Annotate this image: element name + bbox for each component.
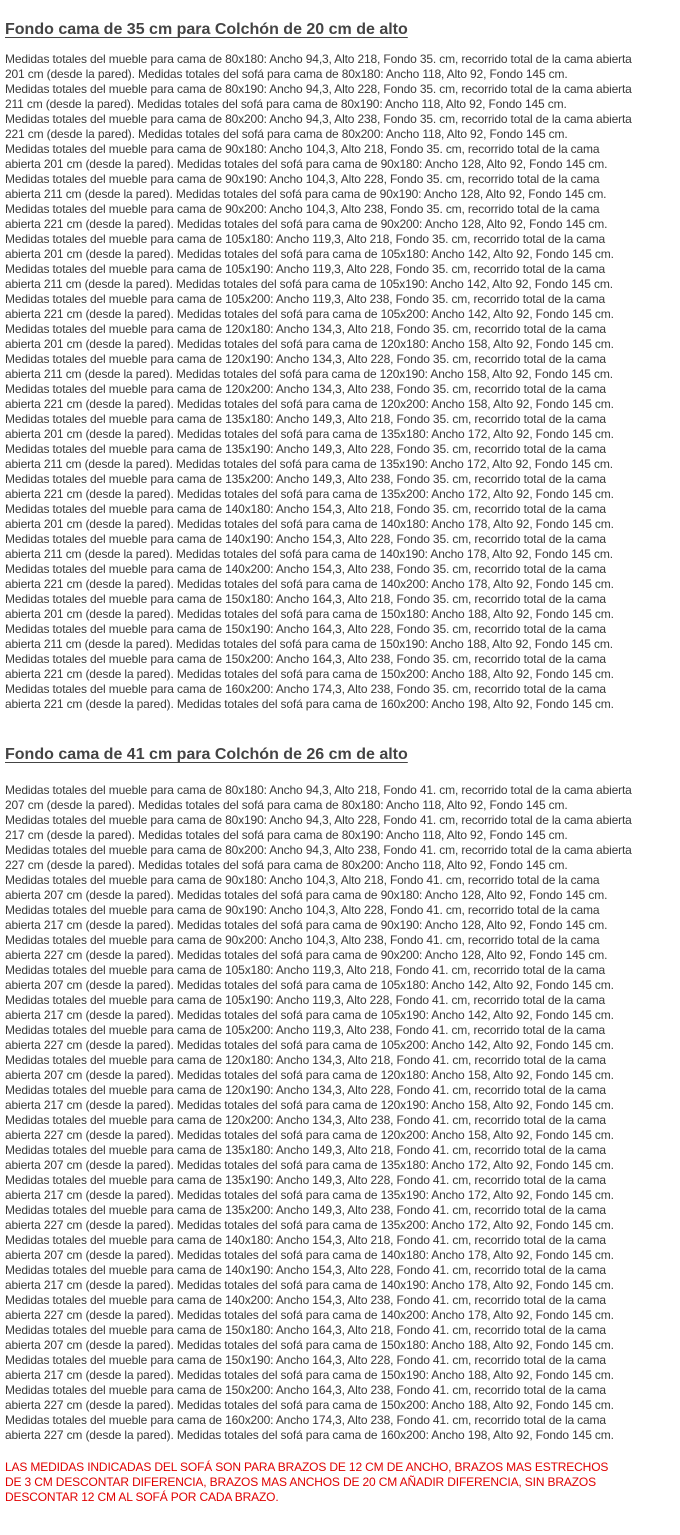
section-title-35cm: Fondo cama de 35 cm para Colchón de 20 cm de alto: [5, 21, 408, 38]
text-line: Medidas totales del mueble para cama de 105x200: Ancho 119,3, Alto 238, Fondo 35. cm, recorrido total de la cama: [5, 292, 606, 306]
text-line: abierta 217 cm (desde la pared). Medidas totales del sofá para cama de 90x190: Ancho 128, Alto 92, Fondo 145 cm.: [5, 918, 608, 932]
text-line: abierta 207 cm (desde la pared). Medidas totales del sofá para cama de 90x180: Ancho 128, Alto 92, Fondo 145 cm.: [5, 888, 608, 902]
text-line: abierta 227 cm (desde la pared). Medidas totales del sofá para cama de 120x200: Ancho 158, Alto 92, Fondo 145 cm.: [5, 1128, 614, 1142]
text-line: Medidas totales del mueble para cama de 160x200: Ancho 174,3, Alto 238, Fondo 35. cm, recorrido total de la cama: [5, 682, 606, 696]
text-line: Medidas totales del mueble para cama de 120x200: Ancho 134,3, Alto 238, Fondo 35. cm, recorrido total de la cama: [5, 382, 606, 396]
text-line: 207 cm (desde la pared). Medidas totales del sofá para cama de 80x180: Ancho 118, Alto 92, Fondo 145 cm.: [5, 798, 568, 812]
text-line: Medidas totales del mueble para cama de 105x180: Ancho 119,3, Alto 218, Fondo 41. cm, recorrido total de la cama: [5, 963, 606, 977]
dimensions-text-35cm: [5, 52, 680, 712]
text-line: abierta 227 cm (desde la pared). Medidas totales del sofá para cama de 140x200: Ancho 178, Alto 92, Fondo 145 cm.: [5, 1308, 614, 1322]
text-line: abierta 227 cm (desde la pared). Medidas totales del sofá para cama de 135x200: Ancho 172, Alto 92, Fondo 145 cm.: [5, 1218, 614, 1232]
text-line: abierta 201 cm (desde la pared). Medidas totales del sofá para cama de 105x180: Ancho 142, Alto 92, Fondo 145 cm.: [5, 247, 614, 261]
text-line: abierta 217 cm (desde la pared). Medidas totales del sofá para cama de 135x190: Ancho 172, Alto 92, Fondo 145 cm.: [5, 1188, 614, 1202]
text-line: Medidas totales del mueble para cama de 140x190: Ancho 154,3, Alto 228, Fondo 35. cm, recorrido total de la cama: [5, 532, 606, 546]
text-line: 227 cm (desde la pared). Medidas totales del sofá para cama de 80x200: Ancho 118, Alto 92, Fondo 145 cm.: [5, 858, 568, 872]
text-line: Medidas totales del mueble para cama de 80x190: Ancho 94,3, Alto 228, Fondo 41. cm, recorrido total de la cama abierta: [5, 813, 632, 827]
text-line: abierta 211 cm (desde la pared). Medidas totales del sofá para cama de 120x190: Ancho 158, Alto 92, Fondo 145 cm.: [5, 367, 613, 381]
text-line: Medidas totales del mueble para cama de 135x200: Ancho 149,3, Alto 238, Fondo 41. cm, recorrido total de la cama: [5, 1203, 606, 1217]
text-line: abierta 217 cm (desde la pared). Medidas totales del sofá para cama de 140x190: Ancho 178, Alto 92, Fondo 145 cm.: [5, 1278, 614, 1292]
text-line: 211 cm (desde la pared). Medidas totales del sofá para cama de 80x190: Ancho 118, Alto 92, Fondo 145 cm.: [5, 97, 567, 111]
text-line: Medidas totales del mueble para cama de 105x190: Ancho 119,3, Alto 228, Fondo 35. cm, recorrido total de la cama: [5, 262, 606, 276]
text-line: Medidas totales del mueble para cama de 120x190: Ancho 134,3, Alto 228, Fondo 35. cm, recorrido total de la cama: [5, 352, 606, 366]
text-line: Medidas totales del mueble para cama de 105x200: Ancho 119,3, Alto 238, Fondo 41. cm, recorrido total de la cama: [5, 1023, 606, 1037]
text-line: abierta 211 cm (desde la pared). Medidas totales del sofá para cama de 140x190: Ancho 178, Alto 92, Fondo 145 cm.: [5, 547, 613, 561]
text-line: Medidas totales del mueble para cama de 90x200: Ancho 104,3, Alto 238, Fondo 41. cm, recorrido total de la cama: [5, 933, 600, 947]
text-line: Medidas totales del mueble para cama de 135x180: Ancho 149,3, Alto 218, Fondo 35. cm, recorrido total de la cama: [5, 412, 606, 426]
text-line: abierta 207 cm (desde la pared). Medidas totales del sofá para cama de 105x180: Ancho 142, Alto 92, Fondo 145 cm.: [5, 978, 614, 992]
text-line: Medidas totales del mueble para cama de 140x180: Ancho 154,3, Alto 218, Fondo 41. cm, recorrido total de la cama: [5, 1233, 606, 1247]
text-line: abierta 221 cm (desde la pared). Medidas totales del sofá para cama de 135x200: Ancho 172, Alto 92, Fondo 145 cm.: [5, 487, 614, 501]
text-line: Medidas totales del mueble para cama de 90x190: Ancho 104,3, Alto 228, Fondo 41. cm, recorrido total de la cama: [5, 903, 600, 917]
text-line: abierta 201 cm (desde la pared). Medidas totales del sofá para cama de 90x180: Ancho 128, Alto 92, Fondo 145 cm.: [5, 157, 608, 171]
text-line: abierta 207 cm (desde la pared). Medidas totales del sofá para cama de 120x180: Ancho 158, Alto 92, Fondo 145 cm.: [5, 1068, 614, 1082]
text-line: Medidas totales del mueble para cama de 120x180: Ancho 134,3, Alto 218, Fondo 35. cm, recorrido total de la cama: [5, 322, 606, 336]
text-line: abierta 201 cm (desde la pared). Medidas totales del sofá para cama de 140x180: Ancho 178, Alto 92, Fondo 145 cm.: [5, 517, 614, 531]
sofa-arms-note: [5, 1460, 680, 1505]
text-line: Medidas totales del mueble para cama de 140x200: Ancho 154,3, Alto 238, Fondo 41. cm, recorrido total de la cama: [5, 1293, 606, 1307]
text-line: abierta 221 cm (desde la pared). Medidas totales del sofá para cama de 140x200: Ancho 178, Alto 92, Fondo 145 cm.: [5, 577, 614, 591]
text-line: Medidas totales del mueble para cama de 90x180: Ancho 104,3, Alto 218, Fondo 35. cm, recorrido total de la cama: [5, 142, 600, 156]
text-line: Medidas totales del mueble para cama de 150x200: Ancho 164,3, Alto 238, Fondo 41. cm, recorrido total de la cama: [5, 1383, 606, 1397]
text-line: Medidas totales del mueble para cama de 90x200: Ancho 104,3, Alto 238, Fondo 35. cm, recorrido total de la cama: [5, 202, 600, 216]
dimensions-text-41cm: [5, 783, 680, 1443]
text-line: Medidas totales del mueble para cama de 140x200: Ancho 154,3, Alto 238, Fondo 35. cm, recorrido total de la cama: [5, 562, 606, 576]
text-line: Medidas totales del mueble para cama de 150x180: Ancho 164,3, Alto 218, Fondo 41. cm, recorrido total de la cama: [5, 1323, 606, 1337]
text-line: Medidas totales del mueble para cama de 150x200: Ancho 164,3, Alto 238, Fondo 35. cm, recorrido total de la cama: [5, 652, 606, 666]
text-line: abierta 221 cm (desde la pared). Medidas totales del sofá para cama de 150x200: Ancho 188, Alto 92, Fondo 145 cm.: [5, 667, 614, 681]
text-line: abierta 227 cm (desde la pared). Medidas totales del sofá para cama de 90x200: Ancho 128, Alto 92, Fondo 145 cm.: [5, 948, 608, 962]
text-line: Medidas totales del mueble para cama de 80x200: Ancho 94,3, Alto 238, Fondo 35. cm, recorrido total de la cama abierta: [5, 112, 632, 126]
text-line: Medidas totales del mueble para cama de 105x190: Ancho 119,3, Alto 228, Fondo 41. cm, recorrido total de la cama: [5, 993, 606, 1007]
text-line: Medidas totales del mueble para cama de 135x190: Ancho 149,3, Alto 228, Fondo 41. cm, recorrido total de la cama: [5, 1173, 606, 1187]
text-line: Medidas totales del mueble para cama de 120x180: Ancho 134,3, Alto 218, Fondo 41. cm, recorrido total de la cama: [5, 1053, 606, 1067]
text-line: abierta 211 cm (desde la pared). Medidas totales del sofá para cama de 135x190: Ancho 172, Alto 92, Fondo 145 cm.: [5, 457, 613, 471]
text-line: abierta 207 cm (desde la pared). Medidas totales del sofá para cama de 150x180: Ancho 188, Alto 92, Fondo 145 cm.: [5, 1338, 614, 1352]
text-line: Medidas totales del mueble para cama de 140x190: Ancho 154,3, Alto 228, Fondo 41. cm, recorrido total de la cama: [5, 1263, 606, 1277]
text-line: Medidas totales del mueble para cama de 160x200: Ancho 174,3, Alto 238, Fondo 41. cm, recorrido total de la cama: [5, 1413, 606, 1427]
text-line: abierta 211 cm (desde la pared). Medidas totales del sofá para cama de 90x190: Ancho 128, Alto 92, Fondo 145 cm.: [5, 187, 607, 201]
text-line: abierta 221 cm (desde la pared). Medidas totales del sofá para cama de 120x200: Ancho 158, Alto 92, Fondo 145 cm.: [5, 397, 614, 411]
text-line: abierta 227 cm (desde la pared). Medidas totales del sofá para cama de 160x200: Ancho 198, Alto 92, Fondo 145 cm.: [5, 1428, 614, 1442]
text-line: abierta 221 cm (desde la pared). Medidas totales del sofá para cama de 90x200: Ancho 128, Alto 92, Fondo 145 cm.: [5, 217, 608, 231]
text-line: Medidas totales del mueble para cama de 150x180: Ancho 164,3, Alto 218, Fondo 35. cm, recorrido total de la cama: [5, 592, 606, 606]
text-line: Medidas totales del mueble para cama de 90x190: Ancho 104,3, Alto 228, Fondo 35. cm, recorrido total de la cama: [5, 172, 600, 186]
text-line: Medidas totales del mueble para cama de 135x180: Ancho 149,3, Alto 218, Fondo 41. cm, recorrido total de la cama: [5, 1143, 606, 1157]
text-line: abierta 217 cm (desde la pared). Medidas totales del sofá para cama de 150x190: Ancho 188, Alto 92, Fondo 145 cm.: [5, 1368, 614, 1382]
text-line: DE 3 CM DESCONTAR DIFERENCIA, BRAZOS MAS ANCHOS DE 20 CM AÑADIR DIFERENCIA, SIN BRAZOS: [5, 1475, 596, 1489]
text-line: abierta 221 cm (desde la pared). Medidas totales del sofá para cama de 160x200: Ancho 198, Alto 92, Fondo 145 cm.: [5, 697, 614, 711]
text-line: Medidas totales del mueble para cama de 120x200: Ancho 134,3, Alto 238, Fondo 41. cm, recorrido total de la cama: [5, 1113, 606, 1127]
text-line: Medidas totales del mueble para cama de 80x180: Ancho 94,3, Alto 218, Fondo 41. cm, recorrido total de la cama abierta: [5, 783, 632, 797]
text-line: Medidas totales del mueble para cama de 135x200: Ancho 149,3, Alto 238, Fondo 35. cm, recorrido total de la cama: [5, 472, 606, 486]
text-line: abierta 217 cm (desde la pared). Medidas totales del sofá para cama de 105x190: Ancho 142, Alto 92, Fondo 145 cm.: [5, 1008, 614, 1022]
text-line: 201 cm (desde la pared). Medidas totales del sofá para cama de 80x180: Ancho 118, Alto 92, Fondo 145 cm.: [5, 67, 568, 81]
text-line: Medidas totales del mueble para cama de 80x190: Ancho 94,3, Alto 228, Fondo 35. cm, recorrido total de la cama abierta: [5, 82, 632, 96]
text-line: Medidas totales del mueble para cama de 80x180: Ancho 94,3, Alto 218, Fondo 35. cm, recorrido total de la cama abierta: [5, 52, 632, 66]
text-line: abierta 211 cm (desde la pared). Medidas totales del sofá para cama de 150x190: Ancho 188, Alto 92, Fondo 145 cm.: [5, 637, 613, 651]
text-line: Medidas totales del mueble para cama de 135x190: Ancho 149,3, Alto 228, Fondo 35. cm, recorrido total de la cama: [5, 442, 606, 456]
text-line: abierta 201 cm (desde la pared). Medidas totales del sofá para cama de 150x180: Ancho 188, Alto 92, Fondo 145 cm.: [5, 607, 614, 621]
text-line: LAS MEDIDAS INDICADAS DEL SOFÁ SON PARA BRAZOS DE 12 CM DE ANCHO, BRAZOS MAS ESTRECHOS: [5, 1460, 609, 1474]
text-line: Medidas totales del mueble para cama de 80x200: Ancho 94,3, Alto 238, Fondo 41. cm, recorrido total de la cama abierta: [5, 843, 632, 857]
text-line: 217 cm (desde la pared). Medidas totales del sofá para cama de 80x190: Ancho 118, Alto 92, Fondo 145 cm.: [5, 828, 568, 842]
text-line: abierta 207 cm (desde la pared). Medidas totales del sofá para cama de 140x180: Ancho 178, Alto 92, Fondo 145 cm.: [5, 1248, 614, 1262]
section-title-41cm: Fondo cama de 41 cm para Colchón de 26 cm de alto: [5, 746, 408, 763]
text-line: abierta 211 cm (desde la pared). Medidas totales del sofá para cama de 105x190: Ancho 142, Alto 92, Fondo 145 cm.: [5, 277, 613, 291]
text-line: Medidas totales del mueble para cama de 120x190: Ancho 134,3, Alto 228, Fondo 41. cm, recorrido total de la cama: [5, 1083, 606, 1097]
text-line: abierta 201 cm (desde la pared). Medidas totales del sofá para cama de 135x180: Ancho 172, Alto 92, Fondo 145 cm.: [5, 427, 614, 441]
text-line: Medidas totales del mueble para cama de 105x180: Ancho 119,3, Alto 218, Fondo 35. cm, recorrido total de la cama: [5, 232, 606, 246]
text-line: abierta 207 cm (desde la pared). Medidas totales del sofá para cama de 135x180: Ancho 172, Alto 92, Fondo 145 cm.: [5, 1158, 614, 1172]
text-line: abierta 227 cm (desde la pared). Medidas totales del sofá para cama de 150x200: Ancho 188, Alto 92, Fondo 145 cm.: [5, 1398, 614, 1412]
text-line: 221 cm (desde la pared). Medidas totales del sofá para cama de 80x200: Ancho 118, Alto 92, Fondo 145 cm.: [5, 127, 568, 141]
text-line: Medidas totales del mueble para cama de 90x180: Ancho 104,3, Alto 218, Fondo 41. cm, recorrido total de la cama: [5, 873, 600, 887]
text-line: Medidas totales del mueble para cama de 150x190: Ancho 164,3, Alto 228, Fondo 41. cm, recorrido total de la cama: [5, 1353, 606, 1367]
text-line: abierta 227 cm (desde la pared). Medidas totales del sofá para cama de 105x200: Ancho 142, Alto 92, Fondo 145 cm.: [5, 1038, 614, 1052]
text-line: Medidas totales del mueble para cama de 140x180: Ancho 154,3, Alto 218, Fondo 35. cm, recorrido total de la cama: [5, 502, 606, 516]
text-line: abierta 221 cm (desde la pared). Medidas totales del sofá para cama de 105x200: Ancho 142, Alto 92, Fondo 145 cm.: [5, 307, 614, 321]
text-line: Medidas totales del mueble para cama de 150x190: Ancho 164,3, Alto 228, Fondo 35. cm, recorrido total de la cama: [5, 622, 606, 636]
text-line: DESCONTAR 12 CM AL SOFÁ POR CADA BRAZO.: [5, 1490, 279, 1504]
text-line: abierta 217 cm (desde la pared). Medidas totales del sofá para cama de 120x190: Ancho 158, Alto 92, Fondo 145 cm.: [5, 1098, 614, 1112]
text-line: abierta 201 cm (desde la pared). Medidas totales del sofá para cama de 120x180: Ancho 158, Alto 92, Fondo 145 cm.: [5, 337, 614, 351]
